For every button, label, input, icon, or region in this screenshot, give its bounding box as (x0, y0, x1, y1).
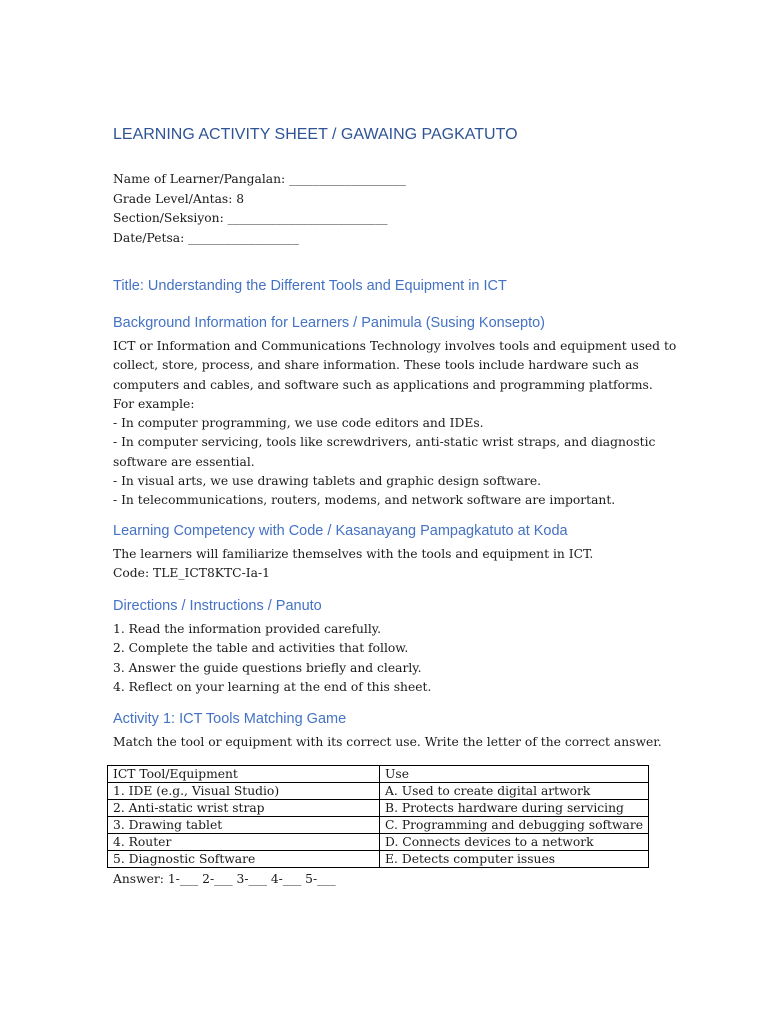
tool-cell: 1. IDE (e.g., Visual Studio) (108, 783, 380, 800)
direction-item: 1. Read the information provided carefully. (113, 622, 382, 636)
background-line: ICT or Information and Communications Technology involves tools and equipment used to (113, 339, 677, 353)
table-row (108, 834, 649, 851)
directions-list (113, 620, 653, 697)
use-cell: C. Programming and debugging software (380, 817, 649, 834)
tool-cell: 3. Drawing tablet (108, 817, 380, 834)
activity1-instruction (113, 733, 662, 752)
table-header-row (108, 766, 649, 783)
header-tool: ICT Tool/Equipment (108, 766, 380, 783)
direction-item: 3. Answer the guide questions briefly and clearly. (113, 660, 422, 675)
activity1-heading: Activity 1: ICT Tools Matching Game (113, 711, 347, 727)
background-heading: Background Information for Learners / Panimula (Susing Konsepto) (113, 315, 546, 331)
learner-name-line: Name of Learner/Pangalan: ___________________ (113, 172, 406, 186)
direction-item: 2. Complete the table and activities that follow. (113, 641, 409, 656)
activity1-instruction-line: Match the tool or equipment with its correct use. Write the letter of the correct answer. (113, 735, 662, 749)
title-heading: Title: Understanding the Different Tools and Equipment in ICT (113, 278, 507, 294)
background-line: - In telecommunications, routers, modems, and network software are important. (113, 493, 616, 508)
table-row (108, 851, 649, 868)
grade-level-line: Grade Level/Antas: 8 (113, 191, 245, 206)
header-use: Use (380, 766, 649, 783)
use-cell: B. Protects hardware during servicing (380, 800, 649, 817)
section-line: Section/Seksiyon: __________________________ (113, 211, 388, 225)
background-line: - In visual arts, we use drawing tablets and graphic design software. (113, 474, 542, 489)
competency-text (113, 545, 653, 584)
matching-table (107, 765, 649, 868)
use-cell: E. Detects computer issues (380, 851, 649, 868)
use-cell: A. Used to create digital artwork (380, 783, 649, 800)
table-row (108, 783, 649, 800)
table-row (108, 800, 649, 817)
sheet-title: LEARNING ACTIVITY SHEET / GAWAING PAGKATUTO (113, 126, 518, 143)
background-line: software are essential. (113, 454, 255, 469)
use-cell: D. Connects devices to a network (380, 834, 649, 851)
learner-info (113, 170, 406, 248)
tool-cell: 4. Router (108, 834, 380, 851)
date-line: Date/Petsa: __________________ (113, 230, 299, 245)
competency-heading: Learning Competency with Code / Kasanayang Pampagkatuto at Koda (113, 523, 568, 539)
background-line: computers and cables, and software such as applications and programming platforms. (113, 377, 653, 392)
table-row (108, 817, 649, 834)
competency-line: The learners will familiarize themselves with the tools and equipment in ICT. (113, 547, 594, 561)
background-line: collect, store, process, and share information. These tools include hardware such as (113, 358, 639, 373)
background-line: - In computer servicing, tools like screwdrivers, anti-static wrist straps, and diagnostic (113, 435, 656, 450)
background-line: - In computer programming, we use code editors and IDEs. (113, 416, 484, 431)
tool-cell: 5. Diagnostic Software (108, 851, 380, 868)
competency-code-line: Code: TLE_ICT8KTC-Ia-1 (113, 566, 270, 581)
background-line: For example: (113, 396, 195, 411)
direction-item: 4. Reflect on your learning at the end of this sheet. (113, 679, 432, 694)
tool-cell: 2. Anti-static wrist strap (108, 800, 380, 817)
background-text (113, 337, 677, 511)
answer-line: Answer: 1-___ 2-___ 3-___ 4-___ 5-___ (113, 872, 336, 886)
directions-heading: Directions / Instructions / Panuto (113, 598, 322, 614)
